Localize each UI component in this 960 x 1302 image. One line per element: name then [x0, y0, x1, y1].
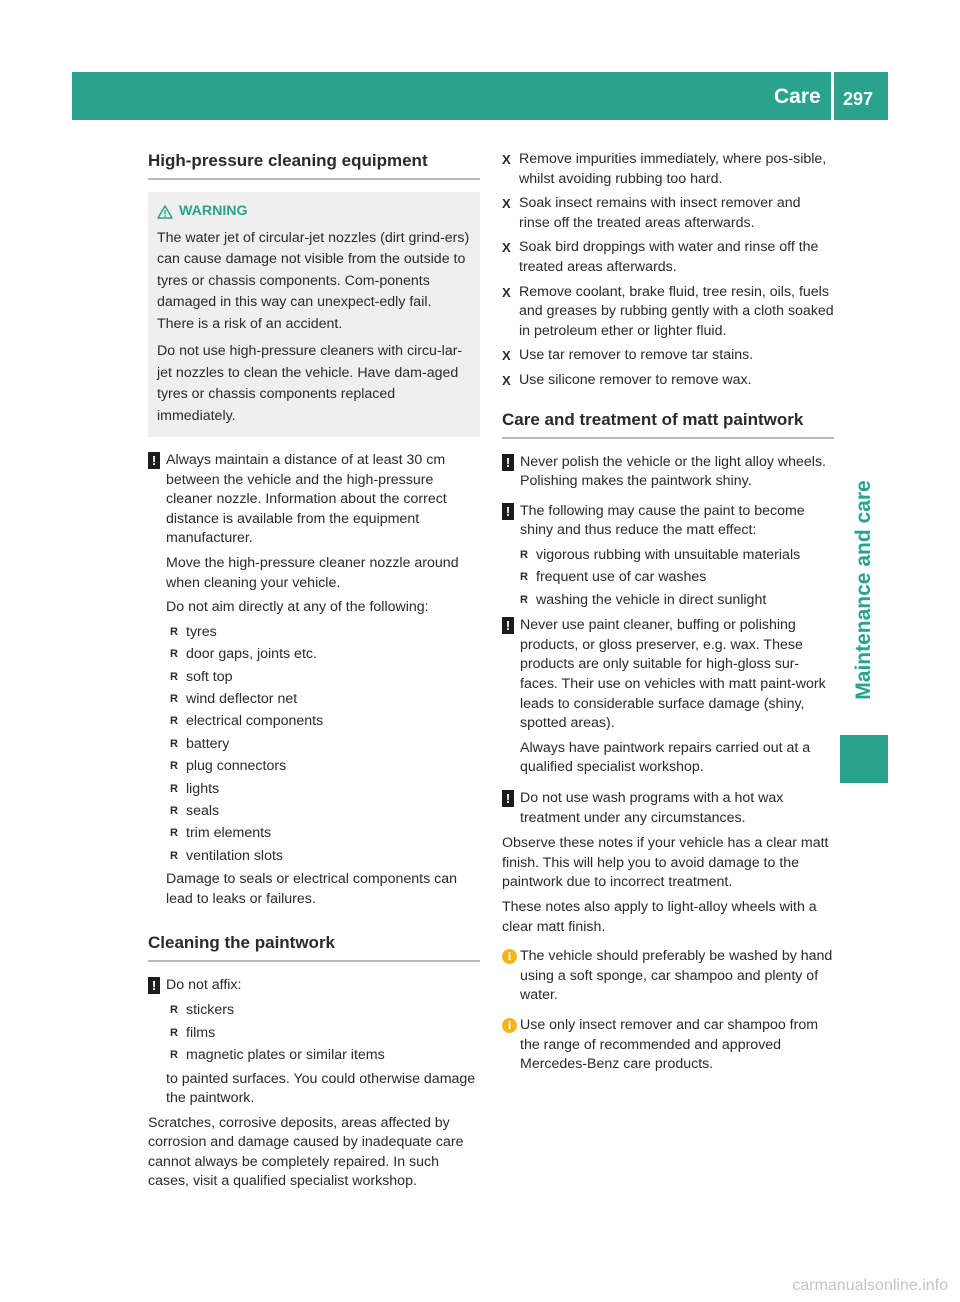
list-item: R lights — [170, 780, 480, 800]
list-item: R stickers — [170, 1001, 480, 1021]
list-item: R ventilation slots — [170, 847, 480, 867]
heading-high-pressure: High-pressure cleaning equipment — [148, 150, 480, 180]
note-text-repairs: Always have paintwork repairs carried out at a qualified specialist workshop. — [520, 739, 811, 776]
chapter-marker — [840, 735, 888, 783]
list-item: R wind deflector net — [170, 690, 480, 710]
step-item: X Soak bird droppings with water and rinse off the treated areas afterwards. — [502, 238, 834, 277]
right-column — [502, 150, 834, 1080]
page-number: 297 — [843, 89, 874, 109]
note-distance — [148, 451, 480, 549]
step-item: X Use tar remover to remove tar stains. — [502, 346, 834, 366]
paragraph-painted: to painted surfaces. You could otherwise damage the paintwork. — [166, 1070, 476, 1107]
list-item: R door gaps, joints etc. — [170, 645, 480, 665]
watermark: carmanualsonline.info — [792, 1277, 948, 1295]
avoid-list — [148, 623, 480, 867]
paragraph-donot: Do not aim directly at any of the following: — [166, 599, 429, 616]
section-title: Care — [774, 85, 821, 108]
list-item: R soft top — [170, 668, 480, 688]
list-item: R plug connectors — [170, 757, 480, 777]
note-text: Never polish the vehicle or the light alloy wheels. Polishing makes the paintwork shiny. — [520, 453, 826, 490]
exclamation-icon: ! — [502, 617, 514, 634]
warning-title: WARNING — [179, 203, 248, 219]
shiny-causes-list — [502, 546, 834, 610]
heading-matt-paintwork: Care and treatment of matt paintwork — [502, 409, 834, 439]
note-text: The following may cause the paint to become shiny and thus reduce the matt effect: — [520, 502, 805, 539]
note-polish — [502, 453, 834, 492]
chapter-label: Maintenance and care — [852, 480, 876, 700]
step-item: X Use silicone remover to remove wax. — [502, 371, 834, 391]
list-item: R seals — [170, 802, 480, 822]
exclamation-icon: ! — [502, 454, 514, 471]
list-item: R films — [170, 1024, 480, 1044]
warning-text-2: Do not use high-pressure cleaners with circu-lar-jet nozzles to clean the vehicle. Have dam-aged tyres or chassis components replaced immediately. — [157, 343, 463, 424]
list-item: R magnetic plates or similar items — [170, 1046, 480, 1066]
step-item: X Remove coolant, brake fluid, tree resin, oils, fuels and greases by rubbing gently with a cloth soaked in petroleum ether or lighter fluid. — [502, 283, 834, 342]
info-washing — [502, 947, 834, 1006]
list-item: R trim elements — [170, 824, 480, 844]
info-products — [502, 1016, 834, 1075]
steps-list — [502, 150, 834, 391]
list-item: R tyres — [170, 623, 480, 643]
info-text: Use only insect remover and car shampoo from the range of recommended and approved Mercedes-Benz care products. — [520, 1016, 819, 1073]
list-item: R frequent use of car washes — [520, 568, 834, 588]
exclamation-icon: ! — [148, 977, 160, 994]
warning-box — [148, 192, 480, 437]
warning-text-1: The water jet of circular-jet nozzles (dirt grind-ers) can cause damage not visible from the outside to tyres or chassis components. Com-ponents damaged in this way can unexpect-edly fail. There is a risk of an accident. — [157, 229, 470, 332]
info-icon: i — [502, 949, 517, 964]
note-paint-cleaner — [502, 616, 834, 783]
paragraph-observe: Observe these notes if your vehicle has a clear matt finish. This will help you to avoid damage to the paintwork due to incorrect treatment. — [502, 835, 829, 891]
affix-list — [148, 1001, 480, 1065]
note-affix — [148, 976, 480, 997]
note-hot-wax — [502, 789, 834, 828]
header-divider — [831, 72, 834, 120]
paragraph-damage: Damage to seals or electrical components can lead to leaks or failures. — [166, 871, 457, 907]
exclamation-icon: ! — [502, 790, 514, 807]
paragraph-also: These notes also apply to light-alloy wheels with a clear matt finish. — [502, 899, 817, 935]
chapter-side-tab — [840, 480, 888, 700]
step-item: X Soak insect remains with insect remover and rinse off the treated areas afterwards. — [502, 194, 834, 233]
list-item: R vigorous rubbing with unsuitable materials — [520, 546, 834, 566]
header-bar — [72, 72, 888, 120]
info-text: The vehicle should preferably be washed by hand using a soft sponge, car shampoo and plenty of water. — [520, 948, 833, 1004]
left-column — [148, 150, 480, 1197]
info-icon: i — [502, 1018, 517, 1033]
exclamation-icon: ! — [502, 503, 514, 520]
note-text: Never use paint cleaner, buffing or polishing products, or gloss preserver, e.g. wax. These products are only suitable for high-gloss sur-faces. Their use on vehicles with matt paint-work leads to considerable surface damage (shiny, spotted areas). — [520, 617, 826, 732]
note-shiny — [502, 502, 834, 541]
note-text: Do not use wash programs with a hot wax treatment under any circumstances. — [520, 790, 784, 826]
note-text: Always maintain a distance of at least 30 cm between the vehicle and the high-pressure cleaner nozzle. Information about the correct distance is available from the equipment manufacturer. — [166, 452, 447, 547]
paragraph-scratches: Scratches, corrosive deposits, areas affected by corrosion and damage caused by inadequate care cannot always be completely repaired. In such cases, visit a qualified specialist workshop. — [148, 1114, 464, 1190]
list-item: R battery — [170, 735, 480, 755]
list-item: R electrical components — [170, 712, 480, 732]
heading-cleaning-paintwork: Cleaning the paintwork — [148, 932, 480, 962]
list-item: R washing the vehicle in direct sunlight — [520, 591, 834, 611]
warning-triangle-icon — [157, 205, 173, 219]
step-item: X Remove impurities immediately, where pos-sible, whilst avoiding rubbing too hard. — [502, 150, 834, 189]
paragraph-move: Move the high-pressure cleaner nozzle around when cleaning your vehicle. — [166, 555, 459, 591]
note-text: Do not affix: — [166, 976, 242, 993]
exclamation-icon: ! — [148, 452, 160, 469]
